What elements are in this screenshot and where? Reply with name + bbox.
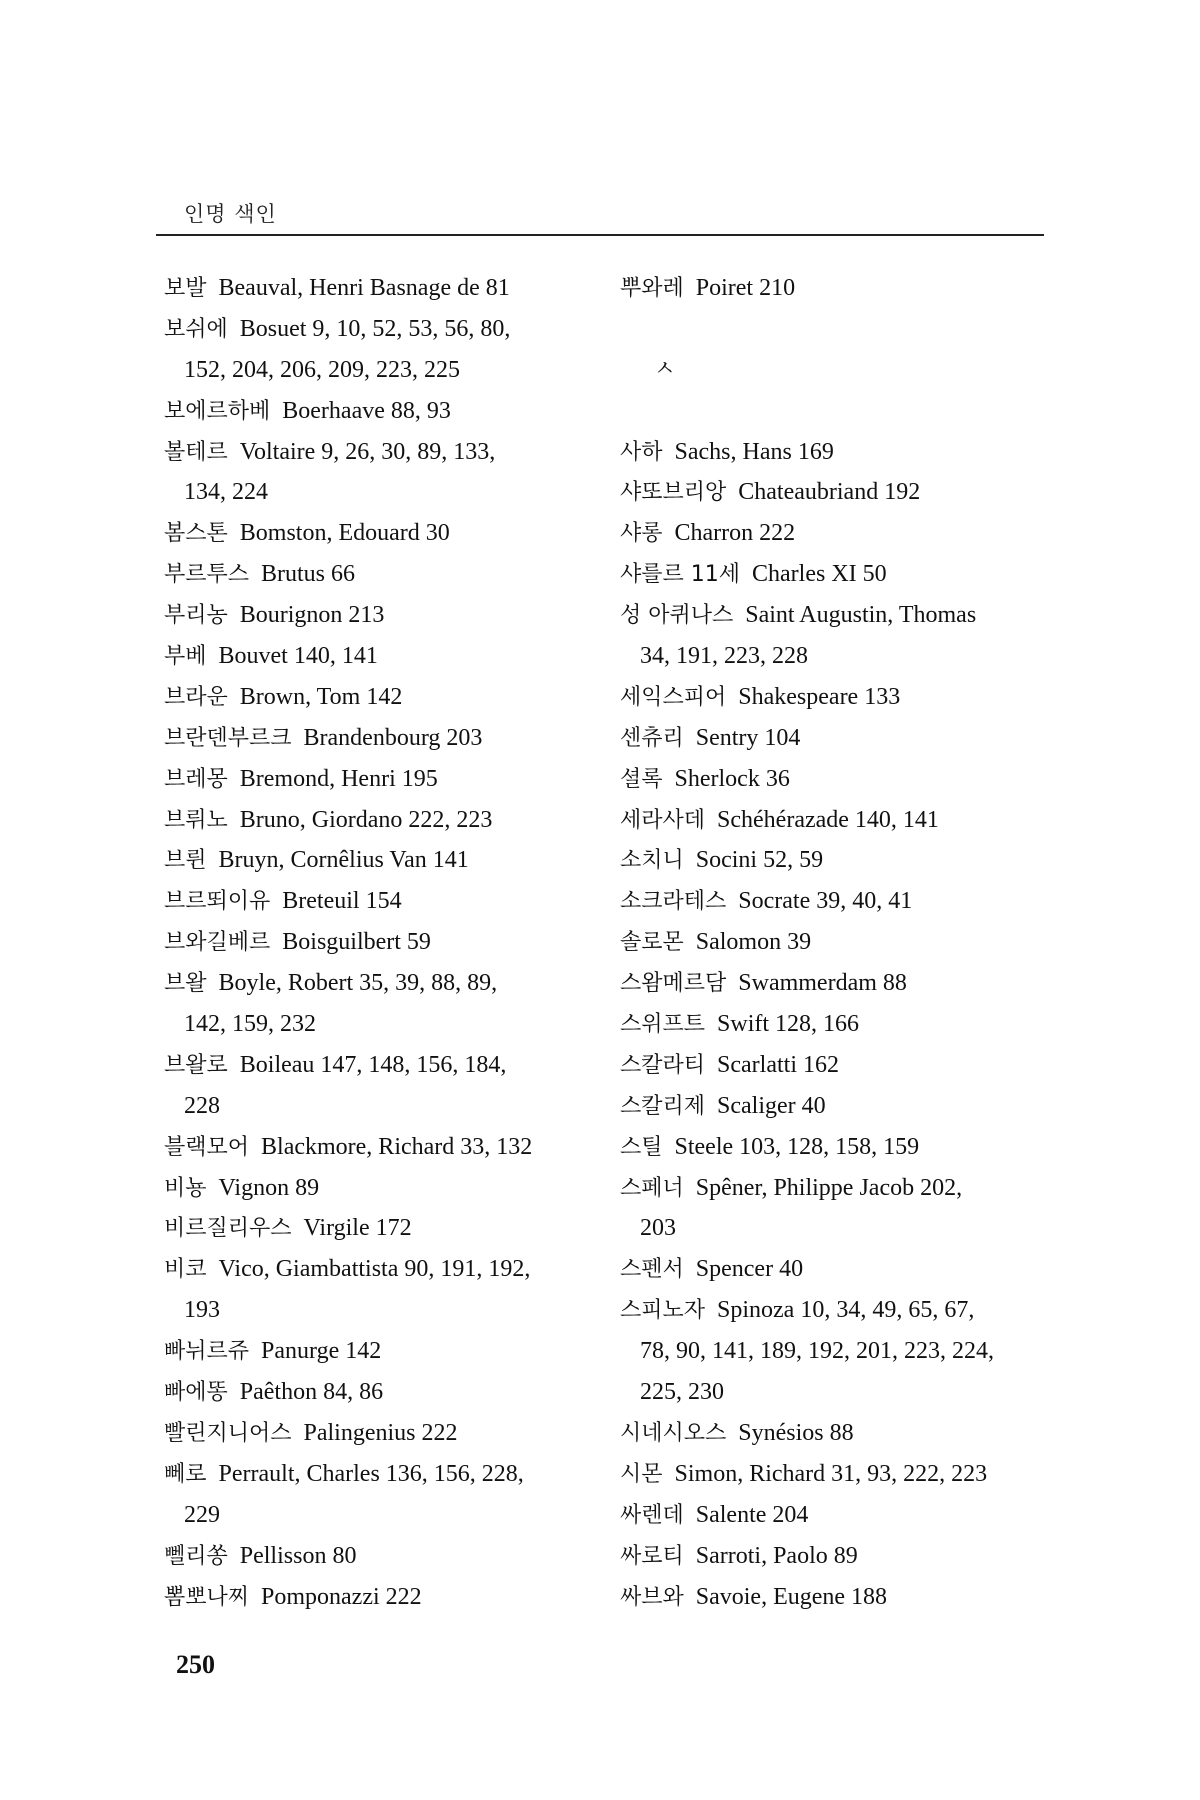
- original-name-and-pages: Virgile 172: [303, 1215, 412, 1242]
- index-entry: [164, 759, 584, 800]
- korean-name: 보에르하베: [164, 398, 271, 424]
- index-entry: [620, 554, 1040, 595]
- index-entry: [620, 922, 1040, 963]
- blank-line: [620, 309, 1040, 350]
- index-entry: [164, 718, 584, 759]
- original-name-and-pages: Bruyn, Cornêlius Van 141: [218, 847, 469, 874]
- korean-name: 브륀: [164, 848, 207, 874]
- korean-name: 부베: [164, 644, 207, 670]
- original-name-and-pages: Socini 52, 59: [695, 847, 824, 874]
- index-entry: [620, 718, 1040, 759]
- index-entry: [164, 513, 584, 554]
- original-name-and-pages: Brandenbourg 203: [303, 724, 483, 751]
- index-entry-continuation: 142, 159, 232: [184, 1011, 316, 1038]
- original-name-and-pages: Pomponazzi 222: [261, 1583, 422, 1610]
- korean-name: 샤를르 11세: [620, 562, 740, 588]
- original-name-and-pages: Boisguilbert 59: [282, 929, 431, 956]
- original-name-and-pages: Paêthon 84, 86: [239, 1379, 384, 1406]
- index-entry: [620, 1290, 1040, 1331]
- original-name-and-pages: Vignon 89: [218, 1174, 320, 1201]
- korean-name: 부르투스: [164, 562, 250, 588]
- page-number: 250: [176, 1650, 215, 1679]
- index-entry-continuation: 152, 204, 206, 209, 223, 225: [184, 356, 460, 383]
- index-entry: [164, 391, 584, 432]
- header-rule: [156, 234, 1044, 236]
- index-entry-continuation: 34, 191, 223, 228: [640, 643, 808, 670]
- original-name-and-pages: Palingenius 222: [303, 1419, 458, 1446]
- korean-name: 샤또브리앙: [620, 480, 727, 506]
- index-entry: [164, 595, 584, 636]
- korean-name: 시몬: [620, 1461, 663, 1487]
- original-name-and-pages: Scarlatti 162: [717, 1051, 839, 1078]
- index-entry: [164, 677, 584, 718]
- index-entry: [620, 1249, 1040, 1290]
- original-name-and-pages: Boileau 147, 148, 156, 184,: [239, 1051, 507, 1078]
- korean-name: 싸렌데: [620, 1502, 684, 1528]
- original-name-and-pages: Charles XI 50: [752, 561, 887, 588]
- korean-name: 사하: [620, 439, 663, 465]
- index-entry-continuation: 134, 224: [184, 479, 268, 506]
- original-name-and-pages: Bomston, Edouard 30: [239, 520, 450, 547]
- index-entry-continuation: 203: [640, 1215, 676, 1242]
- original-name-and-pages: Vico, Giambattista 90, 191, 192,: [218, 1256, 531, 1283]
- korean-name: 뽐뽀나찌: [164, 1584, 250, 1610]
- original-name-and-pages: Salente 204: [695, 1501, 809, 1528]
- index-entry: [164, 922, 584, 963]
- korean-name: 스왐메르담: [620, 971, 727, 997]
- korean-name: 보쉬에: [164, 316, 228, 342]
- original-name-and-pages: Panurge 142: [261, 1338, 382, 1365]
- korean-name: 비코: [164, 1257, 207, 1283]
- index-entry: [620, 432, 1040, 473]
- original-name-and-pages: Spencer 40: [695, 1256, 804, 1283]
- index-entry: [620, 1577, 1040, 1618]
- korean-name: 블랙모어: [164, 1134, 250, 1160]
- index-entry: [164, 636, 584, 677]
- korean-name: 센츄리: [620, 725, 684, 751]
- korean-name: 볼테르: [164, 439, 228, 465]
- korean-name: 뿌와레: [620, 276, 684, 301]
- index-entry-continuation: 225, 230: [640, 1379, 724, 1406]
- index-entry: [164, 1454, 584, 1495]
- korean-name: 스칼리제: [620, 1093, 706, 1119]
- korean-name: 브뤼노: [164, 807, 228, 833]
- korean-name: 빠뉘르쥬: [164, 1339, 250, 1365]
- korean-name: 셜록: [620, 766, 663, 792]
- korean-name: 싸브와: [620, 1584, 684, 1610]
- korean-name: 빠에똥: [164, 1380, 228, 1406]
- korean-name: 세라사데: [620, 807, 706, 833]
- index-entry: [164, 1127, 584, 1168]
- index-entry: [164, 1249, 584, 1290]
- korean-name: 브르뙤이유: [164, 889, 271, 915]
- original-name-and-pages: Beauval, Henri Basnage de 81: [218, 275, 510, 301]
- index-column-left: [164, 268, 584, 1617]
- original-name-and-pages: Swammerdam 88: [738, 970, 907, 997]
- original-name-and-pages: Spinoza 10, 34, 49, 65, 67,: [717, 1297, 975, 1324]
- index-entry: [164, 840, 584, 881]
- index-entry: [620, 268, 1040, 309]
- index-entry: [164, 554, 584, 595]
- index-entry: [164, 1372, 584, 1413]
- korean-name: 브레몽: [164, 766, 228, 792]
- index-entry: [164, 1331, 584, 1372]
- korean-name: 브와길베르: [164, 930, 271, 956]
- index-entry: [620, 963, 1040, 1004]
- korean-name: 샤롱: [620, 521, 663, 547]
- index-entry: [620, 677, 1040, 718]
- index-entry: [164, 1045, 584, 1086]
- korean-name: 비뇽: [164, 1175, 207, 1201]
- original-name-and-pages: Bruno, Giordano 222, 223: [239, 806, 493, 833]
- original-name-and-pages: Synésios 88: [738, 1419, 854, 1446]
- original-name-and-pages: Bremond, Henri 195: [239, 765, 438, 792]
- original-name-and-pages: Shakespeare 133: [738, 683, 901, 710]
- index-entry: [620, 595, 1040, 636]
- korean-name: 빨린지니어스: [164, 1420, 292, 1446]
- index-entry: [620, 1495, 1040, 1536]
- index-entry: [164, 1168, 584, 1209]
- korean-name: 뻴리쏭: [164, 1543, 228, 1569]
- original-name-and-pages: Poiret 210: [695, 275, 796, 301]
- korean-name: 봄스톤: [164, 521, 228, 547]
- korean-name: 스펜서: [620, 1257, 684, 1283]
- index-entry: [620, 759, 1040, 800]
- original-name-and-pages: Steele 103, 128, 158, 159: [674, 1133, 920, 1160]
- original-name-and-pages: Swift 128, 166: [717, 1011, 860, 1038]
- korean-name: 소치니: [620, 848, 684, 874]
- original-name-and-pages: Spêner, Philippe Jacob 202,: [695, 1174, 963, 1201]
- index-entry: [620, 840, 1040, 881]
- index-entry: [620, 513, 1040, 554]
- original-name-and-pages: Boerhaave 88, 93: [282, 397, 451, 424]
- korean-name: 소크라테스: [620, 889, 727, 915]
- korean-name: 솔로몬: [620, 930, 684, 956]
- original-name-and-pages: Bouvet 140, 141: [218, 643, 378, 670]
- korean-name: 세익스피어: [620, 684, 727, 710]
- korean-name: 부리농: [164, 603, 228, 629]
- korean-name: 브라운: [164, 684, 228, 710]
- korean-name: 스페너: [620, 1175, 684, 1201]
- korean-name: 보발: [164, 276, 207, 301]
- original-name-and-pages: Scaliger 40: [717, 1092, 826, 1119]
- korean-name: 스틸: [620, 1134, 663, 1160]
- index-column-right: [620, 268, 1040, 1617]
- korean-name: 뻬로: [164, 1461, 207, 1487]
- korean-name: 브란덴부르크: [164, 725, 292, 751]
- korean-name: 스위프트: [620, 1012, 706, 1038]
- korean-name: 싸로티: [620, 1543, 684, 1569]
- original-name-and-pages: Brown, Tom 142: [239, 683, 403, 710]
- index-entry: [620, 1086, 1040, 1127]
- original-name-and-pages: Blackmore, Richard 33, 132: [261, 1133, 533, 1160]
- original-name-and-pages: Sarroti, Paolo 89: [695, 1542, 858, 1569]
- original-name-and-pages: Socrate 39, 40, 41: [738, 888, 913, 915]
- index-entry: [620, 1413, 1040, 1454]
- original-name-and-pages: Sherlock 36: [674, 765, 790, 792]
- index-entry: [164, 1536, 584, 1577]
- original-name-and-pages: Breteuil 154: [282, 888, 402, 915]
- blank-line: [620, 391, 1040, 432]
- original-name-and-pages: Voltaire 9, 26, 30, 89, 133,: [239, 438, 496, 465]
- index-entry: [620, 1045, 1040, 1086]
- original-name-and-pages: Salomon 39: [695, 929, 812, 956]
- original-name-and-pages: Brutus 66: [261, 561, 356, 588]
- index-entry: [164, 1413, 584, 1454]
- original-name-and-pages: Boyle, Robert 35, 39, 88, 89,: [218, 970, 498, 997]
- index-entry: [620, 800, 1040, 841]
- index-entry: [164, 1208, 584, 1249]
- original-name-and-pages: Pellisson 80: [239, 1542, 357, 1569]
- original-name-and-pages: Charron 222: [674, 520, 796, 547]
- index-entry-continuation: 78, 90, 141, 189, 192, 201, 223, 224,: [640, 1338, 994, 1365]
- korean-name: 비르질리우스: [164, 1216, 292, 1242]
- index-entry: [620, 472, 1040, 513]
- korean-name: 브왈: [164, 971, 207, 997]
- korean-name: 성 아퀴나스: [620, 603, 734, 629]
- original-name-and-pages: Bosuet 9, 10, 52, 53, 56, 80,: [239, 315, 511, 342]
- original-name-and-pages: Bourignon 213: [239, 602, 385, 629]
- original-name-and-pages: Simon, Richard 31, 93, 222, 223: [674, 1460, 988, 1487]
- korean-name: 시네시오스: [620, 1420, 727, 1446]
- original-name-and-pages: Schéhérazade 140, 141: [717, 806, 939, 833]
- index-entry-continuation: 228: [184, 1092, 220, 1119]
- index-entry: [620, 881, 1040, 922]
- original-name-and-pages: Savoie, Eugene 188: [695, 1583, 888, 1610]
- index-entry-continuation: 229: [184, 1501, 220, 1528]
- index-entry: [164, 800, 584, 841]
- index-entry: [620, 1454, 1040, 1495]
- index-entry: [620, 1004, 1040, 1045]
- index-entry: [164, 432, 584, 473]
- index-entry: [164, 1577, 584, 1618]
- original-name-and-pages: Saint Augustin, Thomas: [745, 602, 977, 629]
- korean-name: 스칼라티: [620, 1052, 706, 1078]
- original-name-and-pages: Sachs, Hans 169: [674, 438, 834, 465]
- korean-name: 브왈로: [164, 1052, 228, 1078]
- index-entry: [164, 963, 584, 1004]
- original-name-and-pages: Chateaubriand 192: [738, 479, 921, 506]
- index-entry: [620, 1127, 1040, 1168]
- korean-name: 스피노자: [620, 1298, 706, 1324]
- index-entry: [164, 268, 584, 309]
- index-entry-continuation: 193: [184, 1297, 220, 1324]
- original-name-and-pages: Perrault, Charles 136, 156, 228,: [218, 1460, 524, 1487]
- section-letter: ㅅ: [654, 356, 676, 382]
- index-entry: [164, 309, 584, 350]
- index-entry: [620, 1536, 1040, 1577]
- index-entry: [164, 881, 584, 922]
- index-entry: [620, 1168, 1040, 1209]
- original-name-and-pages: Sentry 104: [695, 724, 801, 751]
- running-header: 인명 색인: [184, 202, 277, 226]
